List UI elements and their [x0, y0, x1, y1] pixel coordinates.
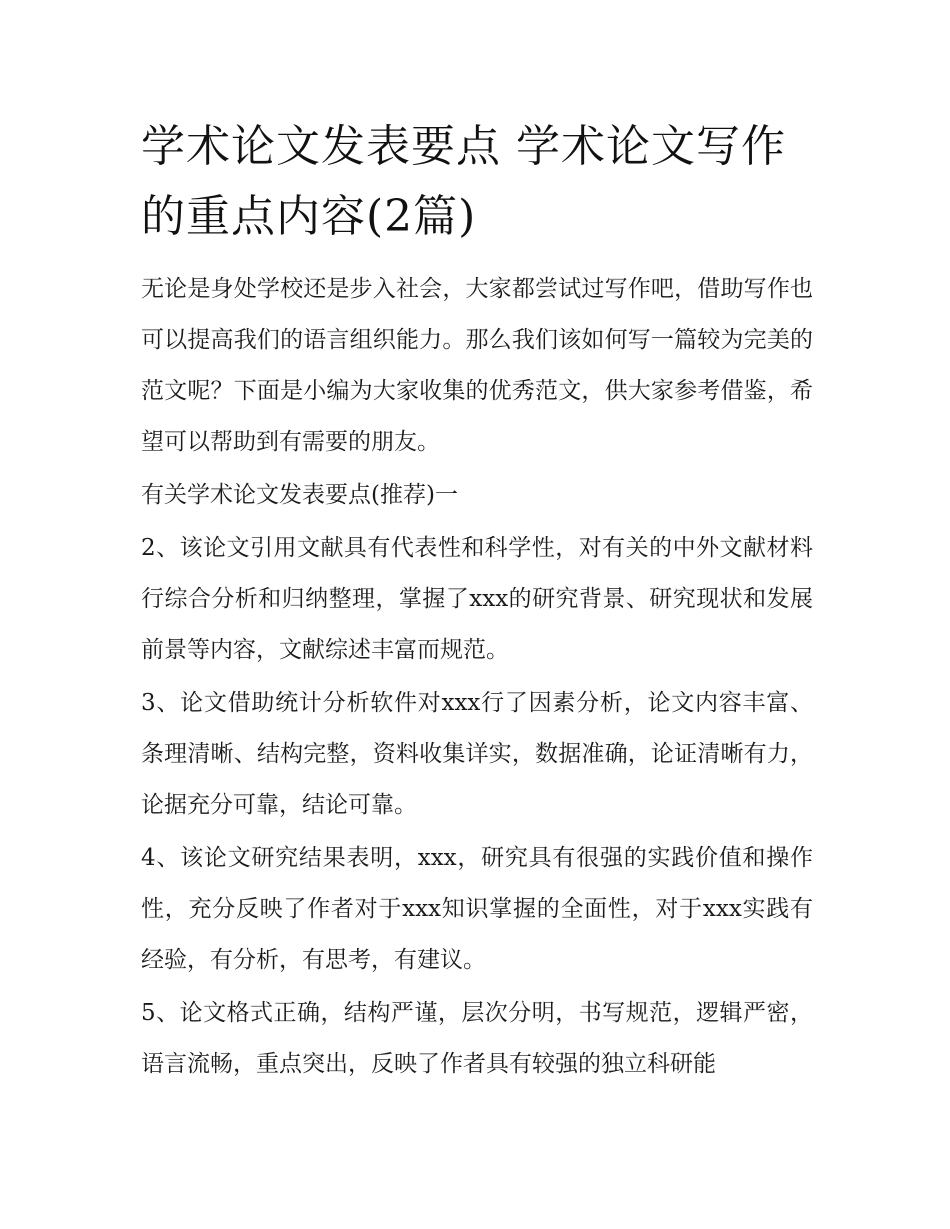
- list-item-5: 5、论文格式正确，结构严谨，层次分明，书写规范，逻辑严密，语言流畅，重点突出，反映了作者具有较强的独立科研能: [141, 1000, 813, 1077]
- list-item-3: 3、论文借助统计分析软件对xxx行了因素分析，论文内容丰富、条理清晰、结构完整，资料收集详实，数据准确，论证清晰有力，论据充分可靠，结论可靠。: [141, 690, 813, 818]
- document-body: [141, 112, 813, 1092]
- section-heading: 有关学术论文发表要点(推荐)一: [141, 482, 458, 508]
- document-title: 学术论文发表要点 学术论文写作的重点内容(2篇): [141, 121, 786, 242]
- list-item-2: 2、该论文引用文献具有代表性和科学性，对有关的中外文献材料行综合分析和归纳整理，掌握了xxx的研究背景、研究现状和发展前景等内容，文献综述丰富而规范。: [141, 535, 813, 663]
- list-item-4: 4、该论文研究结果表明，xxx，研究具有很强的实践价值和操作性，充分反映了作者对于xxx知识掌握的全面性，对于xxx实践有经验，有分析，有思考，有建议。: [141, 845, 813, 973]
- intro-paragraph: 无论是身处学校还是步入社会，大家都尝试过写作吧，借助写作也可以提高我们的语言组织能力。那么我们该如何写一篇较为完美的范文呢？下面是小编为大家收集的优秀范文，供大家参考借鉴，希望可以帮助到有需要的朋友。: [141, 276, 813, 455]
